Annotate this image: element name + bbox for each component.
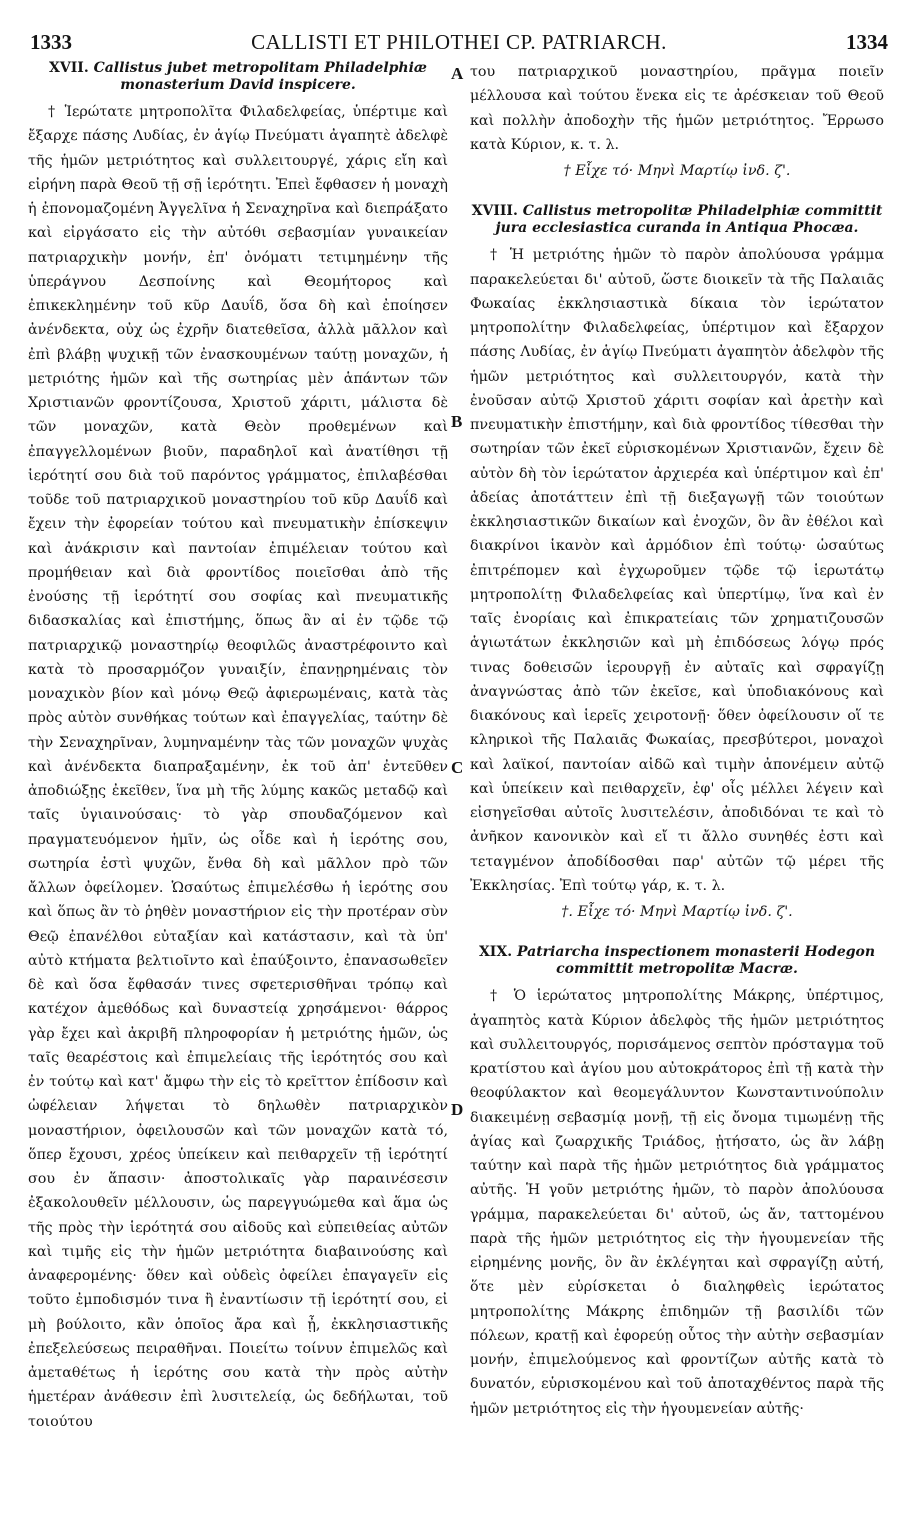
section-heading-xvii bbox=[28, 60, 448, 94]
section-number: XVII. bbox=[49, 60, 89, 76]
date-line: †. Εἶχε τό· Μηνὶ Μαρτίῳ ἰνδ. ζ'. bbox=[561, 904, 793, 920]
body-text-continuation: του πατριαρχικοῦ μοναστηρίου, πρᾶγμα ποιεῖν μέλλουσα καὶ τούτου ἕνεκα εἰς τε ἀρέσκειαν τοῦ Θεοῦ καὶ πολλὴν ἀποδοχὴν τῆς ἡμῶν μετριότητος. Ἔρρωσο κατὰ Κύριον, κ. τ. λ. bbox=[470, 64, 884, 153]
section-heading-xviii bbox=[470, 203, 884, 237]
left-column bbox=[28, 60, 448, 1530]
page-number-left: 1333 bbox=[30, 30, 72, 54]
body-text: † Ἡ μετριότης ἡμῶν τὸ παρὸν ἀπολύουσα γράμμα παρακελεύεται δι' αὐτοῦ, ὥστε διοικεῖν τὰ τῆς Παλαιᾶς Φωκαίας ἐκκλησιαστικὰ δίκαια τὸν ἱερώτατον μητροπολίτην Φιλαδελφείας, ὑπέρτιμον καὶ ἔξαρχον πάσης Λυδίας, ἐν ἁγίῳ Πνεύματι ἀγαπητὸν ἀδελφὸν τῆς ἡμῶν μετριότητος καὶ συλλειτουργόν, κατὰ τὴν ἐνοῦσαν αὐτῷ Χριστοῦ χάριτι σοφίαν καὶ ἀρετὴν καὶ πνευματικὴν ἐπιστήμην, καὶ διὰ φροντίδος τίθεσθαι τὴν σωτηρίαν τῶν ἐκεῖ εὑρισκομένων Χριστιανῶν, ἔχειν δὲ αὐτὸν δὴ τὸν ἱερώτατον ἀρχιερέα καὶ ὑπέρτιμον καὶ ἐπ' ἀδείας ἀποτάττειν ἐπὶ τῇ διεξαγωγῇ τῶν τοιούτων ἐκκλησιαστικῶν δικαίων καὶ ἐνοχῶν, ὃν ἂν ἐθέλοι καὶ διακρίνοι ἱκανὸν καὶ ἁρμόδιον ἐπὶ τούτῳ· ὡσαύτως ἐπιτρέπομεν καὶ ἐγχωροῦμεν τῷδε τῷ ἱερωτάτῳ μητροπολίτῃ Φιλαδελφείας καὶ ὑπερτίμῳ, ἵνα καὶ ἐν ταῖς ἐνορίαις καὶ ἐπικρατείαις τῶν χρηματιζουσῶν ἁγιωτάτων ἐκκλησιῶν καὶ μὴ ἐπιδόσεως λόγῳ πρός τινας δοθεισῶν ἱερουργῇ ἐν αὐταῖς καὶ σφραγίζῃ ἀναγνώστας ἀπὸ τῶν ἐκεῖσε, καὶ ὑποδιακόνους καὶ διακόνους καὶ ἱερεῖς χειροτονῇ· ὅθεν ὀφείλουσιν οἵ τε κληρικοὶ τῆς Παλαιᾶς Φωκαίας, πρεσβύτεροι, μοναχοὶ καὶ λαϊκοί, παντοίαν αἰδῶ καὶ τιμὴν ἀπονέμειν αὐτῷ καὶ ὑπείκειν καὶ πειθαρχεῖν, ἐφ' οἷς μέλλει λέγειν καὶ εἰσηγεῖσθαι αὐτοῖς λυσιτελέσιν, ἀποδιδόναι τε καὶ τὸ ἀνῆκον κανονικὸν καὶ εἴ τι ἄλλο συνηθές ἐστι καὶ τεταγμένον ἀποδίδοσθαι παρ' αὐτῶν τῷ μέρει τῆς Ἐκκλησίας. Ἐπὶ τούτῳ γάρ, κ. τ. λ. bbox=[470, 247, 884, 894]
margin-marker-b: B bbox=[451, 412, 463, 431]
body-text: † Ὁ ἱερώτατος μητροπολίτης Μάκρης, ὑπέρτιμος, ἀγαπητὸς κατὰ Κύριον ἀδελφὸς τῆς ἡμῶν μετριότητος καὶ συλλειτουργός, πορισάμενος σεπτὸν πρόσταγμα τοῦ κρατίστου καὶ ἁγίου μου αὐτοκράτορος ἐπὶ τῇ κατὰ τὴν θεοφύλακτον καὶ θεομεγάλυντον Κωνσταντινούπολιν διακειμένῃ σεβασμίᾳ μονῇ, τῇ εἰς ὄνομα τιμωμένῃ τῆς ἁγίας καὶ ζωαρχικῆς Τριάδος, ᾐτήσατο, ὡς ἂν λάβῃ ταύτην καὶ παρὰ τῆς ἡμῶν μετριότητος διὰ γράμματος αὐτῆς. Ἡ γοῦν μετριότης ἡμῶν, τὸ παρὸν ἀπολύουσα γράμμα, παρακελεύεται δι' αὐτοῦ, ὡς ἄν, ταττομένου παρὰ τῆς ἡμῶν μετριότητος εἰς τὴν ἡγουμενείαν τῆς εἰρημένης μονῆς, ὃν ἂν ἐκλέγηται καὶ σφραγίζῃ αὐτή, ὅτε μὲν εὑρίσκεται ὁ διαληφθεὶς ἱερώτατος μητροπολίτης Μάκρης ἐπιδημῶν τῇ βασιλίδι τῶν πόλεων, κρατῇ καὶ ἐφορεύῃ οὗτος τὴν αὐτὴν σεβασμίαν μονήν, ἐπιμελούμενος καὶ φροντίζων αὐτῆς κατὰ τὸ δυνατόν, εὑρισκομένου καὶ τοῦ ἀποταχθέντος παρὰ τῆς ἡμῶν μετριότητος εἰς τὴν ἡγουμενείαν αὐτῆς· bbox=[470, 988, 884, 1417]
body-text: † Ἱερώτατε μητροπολῖτα Φιλαδελφείας, ὑπέρτιμε καὶ ἔξαρχε πάσης Λυδίας, ἐν ἁγίῳ Πνεύματι ἀγαπητὲ ἀδελφὲ τῆς ἡμῶν μετριότητος καὶ συλλειτουργέ, χάρις εἴη καὶ εἰρήνη παρὰ Θεοῦ τῇ σῇ ἱερότητι. Ἐπεὶ ἔφθασεν ἡ μοναχὴ ἡ ἐπονομαζομένη Ἀγγελῖνα ἡ Σεναχηρῖνα καὶ διεπράξατο καὶ εἰργάσατο εἰς τὴν αὐτόθι σεβασμίαν γυναικείαν πατριαρχικὴν μονήν, ἐπ' ὀνόματι τετιμημένην τῆς ὑπεράγνου Δεσποίνης καὶ Θεομήτορος καὶ ἐπικεκλημένην τοῦ κῦρ Δαυΐδ, ὅσα δὴ καὶ ἐποίησεν ἀνένδεκτα, οὐχ ὡς ἐχρῆν διατεθεῖσα, ἀλλὰ μᾶλλον καὶ ἐπὶ βλάβῃ ψυχικῇ τῶν ἐνασκουμένων ταύτῃ μοναχῶν, ἡ μετριότης ἡμῶν καὶ τῆς σωτηρίας μὲν ἁπάντων τῶν Χριστιανῶν φροντίζουσα, Χριστοῦ χάριτι, μάλιστα δὲ τῶν μοναχῶν, κατὰ Θεὸν προθεμένων καὶ ἐπαγγελλομένων βιοῦν, παραδηλοῖ καὶ ἀνατίθησι τῇ ἱερότητί σου διὰ τοῦ παρόντος γράμματος, ἐπιλαβέσθαι τοῦδε τοῦ πατριαρχικοῦ μοναστηρίου τοῦ κῦρ Δαυΐδ καὶ ἔχειν τὴν ἐφορείαν τούτου καὶ πνευματικὴν ἐπίσκεψιν καὶ ἀνάκρισιν καὶ παντοίαν ἐπιμέλειαν τούτου καὶ προμήθειαν καὶ διὰ φροντίδος ποιεῖσθαι ἀπὸ τῆς ἐνούσης τῇ ἱερότητί σου σοφίας καὶ πνευματικῆς διδασκαλίας καὶ ἐπιστήμης, ὅπως ἂν αἱ ἐν τῷδε τῷ πατριαρχικῷ μοναστηρίῳ θεοφιλῶς ἀναστρέφοιντο καὶ κατὰ τὸ προσαρμόζον γυναιξίν, ἐπανῃρημέναις τὸν μοναχικὸν βίον καὶ μόνῳ Θεῷ ἀφιερωμέναις, κατὰ τὰς πρὸς αὐτὸν συνθήκας τούτων καὶ ἐπαγγελίας, ταύτην δὲ τὴν Σεναχηρῖναν, λυμηναμένην τὰς τῶν μοναχῶν ψυχὰς καὶ ἀνένδεκτα διαπραξαμένην, ἐκ τοῦ ἀπ' ἐντεῦθεν ἀποδιώξῃς ἐκεῖθεν, ἵνα μὴ τῆς λύμης κακῶς μεταδῷ καὶ ταῖς ὑγιαινούσαις· τὸ γὰρ σπουδαζόμενον καὶ πραγματευόμενον ἡμῖν, ὡς οἶδε καὶ ἡ ἱερότης σου, σωτηρία ἐστὶ ψυχῶν, ἔνθα δὴ καὶ μᾶλλον πρὸ τῶν ἄλλων ὀφείλομεν. Ὡσαύτως ἐπιμελέσθω ἡ ἱερότης σου καὶ ὅπως ἂν τὸ ῥηθὲν μοναστήριον εἰς τὴν προτέραν σὺν Θεῷ ἐπανέλθοι εὐταξίαν καὶ κατάστασιν, καὶ τὰ ὑπ' αὐτὸ κτήματα βελτιοῖντο καὶ ἐπαύξοιντο, ἐπανασωθεῖεν δὲ καὶ ὅσα ἔφθασάν τινες σφετερισθῆναι τρόπῳ καὶ κατέχον ἀμεθόδως καὶ δυναστείᾳ χρησάμενοι· θάρρος γὰρ ἔχει καὶ ἀκριβῆ πληροφορίαν ἡ μετριότης ἡμῶν, ὡς ταῖς θεαρέστοις καὶ ἐπιμελείαις τῆς ἱερότητός σου καὶ ἐν τούτῳ καὶ κατ' ἄμφω τὴν εἰς τὸ κρεῖττον ἐπίδοσιν καὶ ὠφέλειαν λήψεται τὸ δηλωθὲν πατριαρχικὸν μοναστήριον, ὀφειλουσῶν καὶ τῶν μοναχῶν κατὰ τό, ὅπερ ἔχουσι, χρέος ὑπείκειν καὶ πειθαρχεῖν τῇ ἱερότητί σου ἐν ἅπασιν· ἀποστολικαῖς γὰρ παραινέσεσιν ἐξακολουθεῖν μέλλουσιν, ὡς παρεγγυώμεθα καὶ ἅμα ὡς τῆς πρὸς τὴν ἱερότητά σου αἰδοῦς καὶ εὐπειθείας αὐτῶν καὶ τιμῆς εἰς τὴν ἡμῶν μετριότητα διαβαινούσης καὶ ἀναφερομένης· ὅθεν καὶ οὐδεὶς ὀφείλει ἐπαγαγεῖν εἰς τοῦτο ἐμποδισμόν τινα ἢ ἐναντίωσιν τῇ ἱερότητί σου, εἰ μὴ βούλοιτο, κἂν ὁποῖος ἄρα καὶ ᾖ, ἐκκλησιαστικῆς ἐπεξελεύσεως πειραθῆναι. Ποιείτω τοίνυν ἐπιμελῶς καὶ ἀμεταθέτως ἡ ἱερότης σου κατὰ τὴν πρὸς αὐτὴν ἡμετέραν ἀνάθεσιν ἐπὶ λυσιτελείᾳ, ὡς δεδήλωται, τοῦ τοιούτου bbox=[28, 104, 448, 1430]
section-number: XIX. bbox=[478, 944, 513, 961]
margin-marker-a: A bbox=[451, 64, 464, 83]
page-number-right: 1334 bbox=[846, 30, 888, 54]
section-heading-xix bbox=[470, 944, 884, 978]
section-title: Callistus metropolitæ Philadelphiæ committit jura ecclesiastica curanda in Antiqua Phocæa. bbox=[495, 203, 883, 237]
running-head bbox=[30, 30, 888, 54]
running-title: CALLISTI ET PHILOTHEI CP. PATRIARCH. bbox=[251, 30, 667, 54]
right-column bbox=[470, 60, 884, 1530]
section-title: Patriarcha inspectionem monasterii Hodegon committit metropolitæ Macræ. bbox=[516, 944, 876, 978]
section-title: Callistus jubet metropolitam Philadelphiæ monasterium David inspicere. bbox=[93, 60, 427, 93]
section-number: XVIII. bbox=[471, 203, 518, 220]
margin-marker-d: D bbox=[451, 1100, 464, 1119]
date-line: † Εἶχε τό· Μηνὶ Μαρτίῳ ἰνδ. ζ'. bbox=[563, 163, 791, 179]
margin-marker-c: C bbox=[451, 758, 464, 777]
